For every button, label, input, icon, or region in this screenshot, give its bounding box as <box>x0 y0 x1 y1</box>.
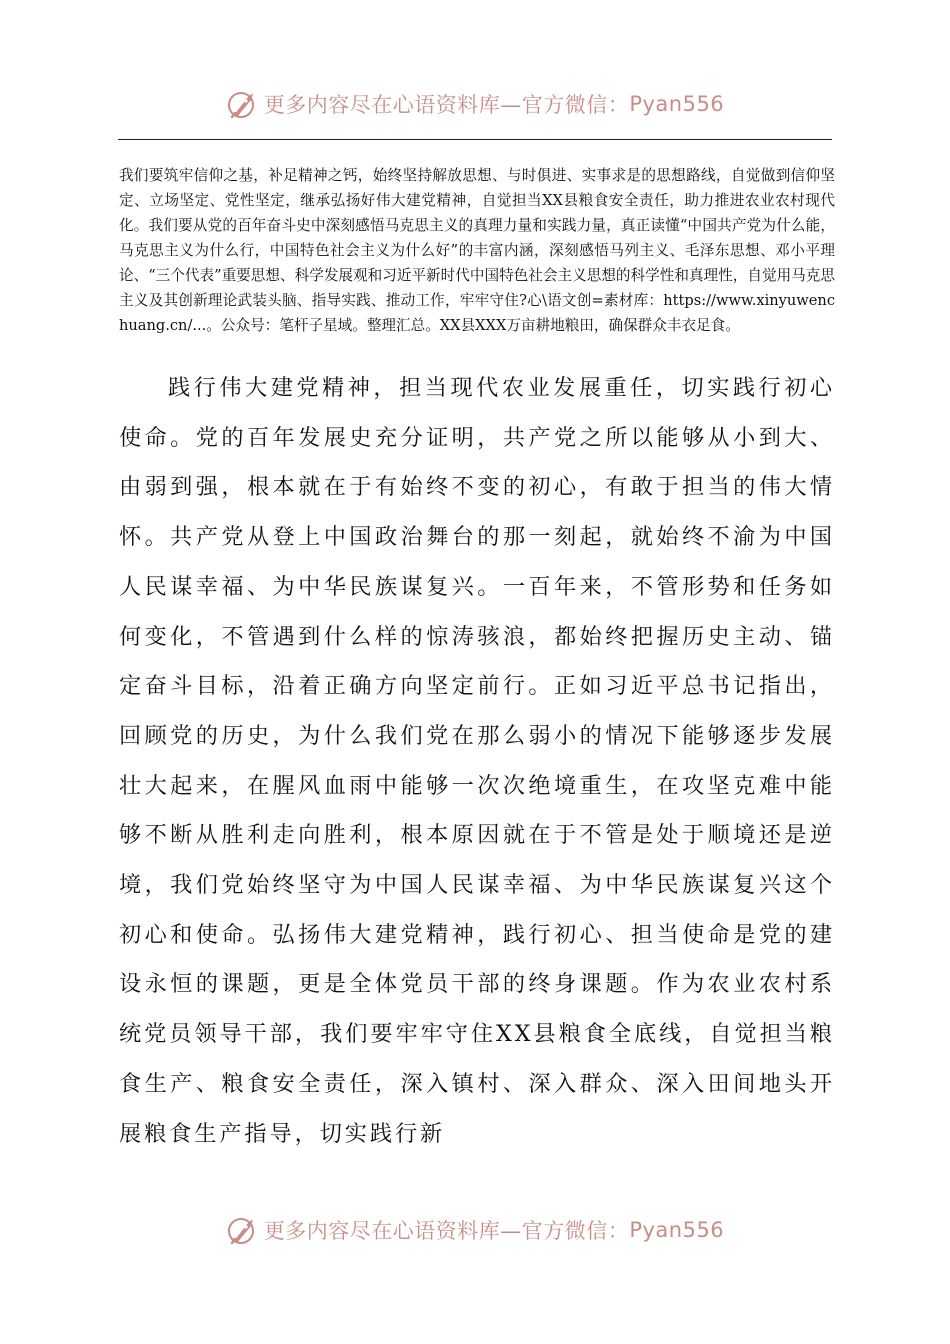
pen-nib-logo-icon <box>226 1213 260 1247</box>
header-divider <box>118 139 832 140</box>
pen-nib-logo-icon <box>226 87 260 121</box>
footer-banner-text: 更多内容尽在心语资料库—官方微信： <box>263 1219 630 1243</box>
header-banner <box>0 82 950 126</box>
intro-paragraph: 我们要筑牢信仰之基，补足精神之钙，始终坚持解放思想、与时俱进、实事求是的思想路线，自觉做到信仰坚定、立场坚定、党性坚定，继承弘扬好伟大建党精神，自觉担当XX县粮食安全责任，助力推进农业农村现代化。我们要从党的百年奋斗史中深刻感悟马克思主义的真理力量和实践力量，真正读懂“中国共产党为什么能，马克思主义为什么行，中国特色社会主义为什么好”的丰富内涵，深刻感悟马列主义、毛泽东思想、邓小平理论、“三个代表”重要思想、科学发展观和习近平新时代中国特色社会主义思想的科学性和真理性，自觉用马克思主义及其创新理论武装头脑、指导实践、推动工作，牢牢守住?心\语文创=素材库：https://www.xinyuwenchuang.cn/...。公众号：笔杆子星域。整理汇总。XX县XXX万亩耕地粮田，确保群众丰衣足食。 <box>119 167 835 334</box>
body-paragraph: 践行伟大建党精神，担当现代农业发展重任，切实践行初心使命。党的百年发展史充分证明，共产党之所以能够从小到大、由弱到强，根本就在于有始终不变的初心，有敢于担当的伟大情怀。共产党从登上中国政治舞台的那一刻起，就始终不渝为中国人民谋幸福、为中华民族谋复兴。一百年来，不管形势和任务如何变化，不管遇到什么样的惊涛骇浪，都始终把握历史主动、锚定奋斗目标，沿着正确方向坚定前行。正如习近平总书记指出，回顾党的历史，为什么我们党在那么弱小的情况下能够逐步发展壮大起来，在腥风血雨中能够一次次绝境重生，在攻坚克难中能够不断从胜利走向胜利，根本原因就在于不管是处于顺境还是逆境，我们党始终坚守为中国人民谋幸福、为中华民族谋复兴这个初心和使命。弘扬伟大建党精神，践行初心、担当使命是党的建设永恒的课题，更是全体党员干部的终身课题。作为农业农村系统党员领导干部，我们要牢牢守住XX县粮食全底线，自觉担当粮食生产、粮食安全责任，深入镇村、深入群众、深入田间地头开展粮食生产指导，切实践行新 <box>119 375 835 1147</box>
header-banner-text: 更多内容尽在心语资料库—官方微信： <box>263 93 630 117</box>
footer-wechat-id: Pyan556 <box>629 1218 725 1242</box>
header-wechat-id: Pyan556 <box>629 92 725 116</box>
footer-banner <box>0 1208 950 1252</box>
